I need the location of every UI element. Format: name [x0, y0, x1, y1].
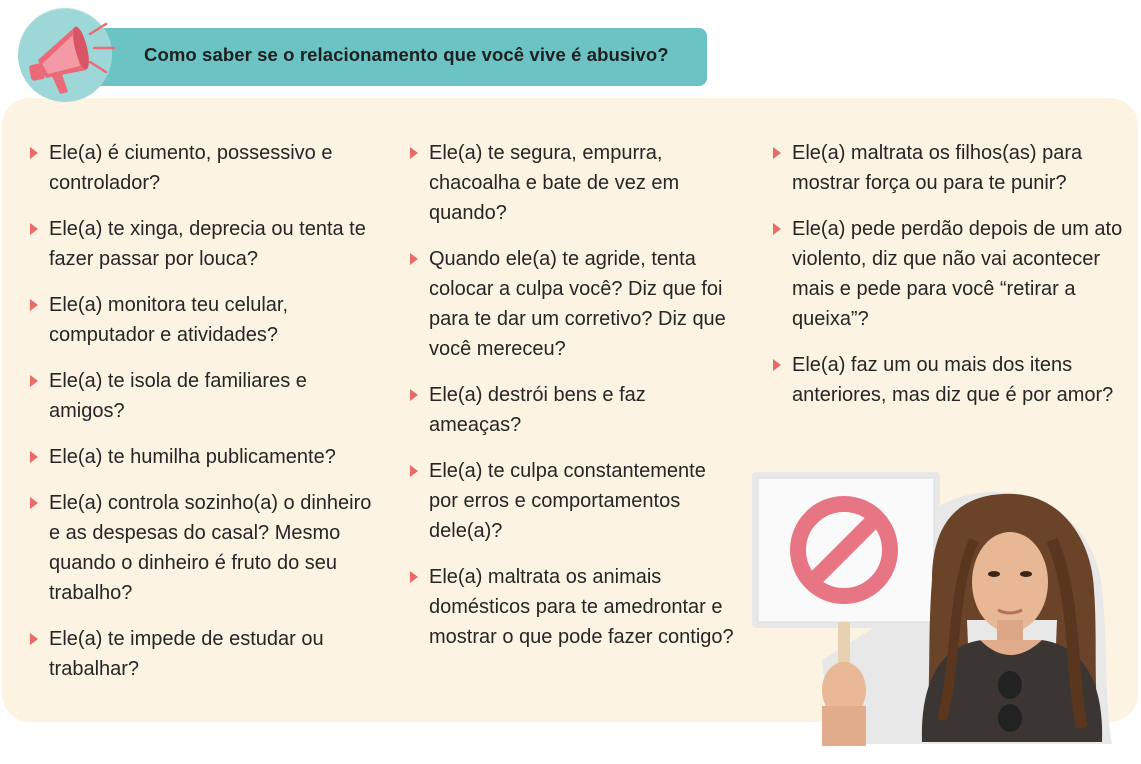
triangle-bullet-icon: [410, 389, 418, 401]
list-item: Ele(a) te isola de familiares e amigos?: [30, 366, 375, 426]
triangle-bullet-icon: [410, 253, 418, 265]
triangle-bullet-icon: [410, 147, 418, 159]
list-item: Ele(a) monitora teu celular, computador e atividades?: [30, 290, 375, 350]
list-item: Ele(a) te segura, empurra, chacoalha e bate de vez em quando?: [410, 138, 740, 228]
triangle-bullet-icon: [30, 451, 38, 463]
column-3: [773, 138, 1123, 426]
list-item: Ele(a) destrói bens e faz ameaças?: [410, 380, 740, 440]
list-item: Quando ele(a) te agride, tenta colocar a culpa você? Diz que foi para te dar um corretivo? Diz que você mereceu?: [410, 244, 740, 364]
triangle-bullet-icon: [30, 147, 38, 159]
column-2: [410, 138, 740, 668]
triangle-bullet-icon: [30, 375, 38, 387]
triangle-bullet-icon: [30, 633, 38, 645]
triangle-bullet-icon: [30, 299, 38, 311]
column-1: [30, 138, 375, 700]
triangle-bullet-icon: [773, 223, 781, 235]
list-item: Ele(a) te impede de estudar ou trabalhar?: [30, 624, 375, 684]
triangle-bullet-icon: [30, 497, 38, 509]
list-item: Ele(a) controla sozinho(a) o dinheiro e as despesas do casal? Mesmo quando o dinheiro é fruto do seu trabalho?: [30, 488, 375, 608]
triangle-bullet-icon: [773, 147, 781, 159]
triangle-bullet-icon: [773, 359, 781, 371]
triangle-bullet-icon: [30, 223, 38, 235]
list-item: Ele(a) maltrata os filhos(as) para mostrar força ou para te punir?: [773, 138, 1123, 198]
megaphone-icon: [18, 8, 118, 108]
list-item: Ele(a) faz um ou mais dos itens anteriores, mas diz que é por amor?: [773, 350, 1123, 410]
triangle-bullet-icon: [410, 571, 418, 583]
list-item: Ele(a) pede perdão depois de um ato violento, diz que não vai acontecer mais e pede para você “retirar a queixa”?: [773, 214, 1123, 334]
list-item: Ele(a) é ciumento, possessivo e controlador?: [30, 138, 375, 198]
list-item: Ele(a) maltrata os animais domésticos para te amedrontar e mostrar o que pode fazer contigo?: [410, 562, 740, 652]
list-item: Ele(a) te xinga, deprecia ou tenta te fazer passar por louca?: [30, 214, 375, 274]
triangle-bullet-icon: [410, 465, 418, 477]
page-title: Como saber se o relacionamento que você vive é abusivo?: [144, 44, 669, 65]
woman-holding-sign-illustration: [752, 470, 1114, 754]
list-item: Ele(a) te culpa constantemente por erros e comportamentos dele(a)?: [410, 456, 740, 546]
list-item: Ele(a) te humilha publicamente?: [30, 442, 375, 472]
